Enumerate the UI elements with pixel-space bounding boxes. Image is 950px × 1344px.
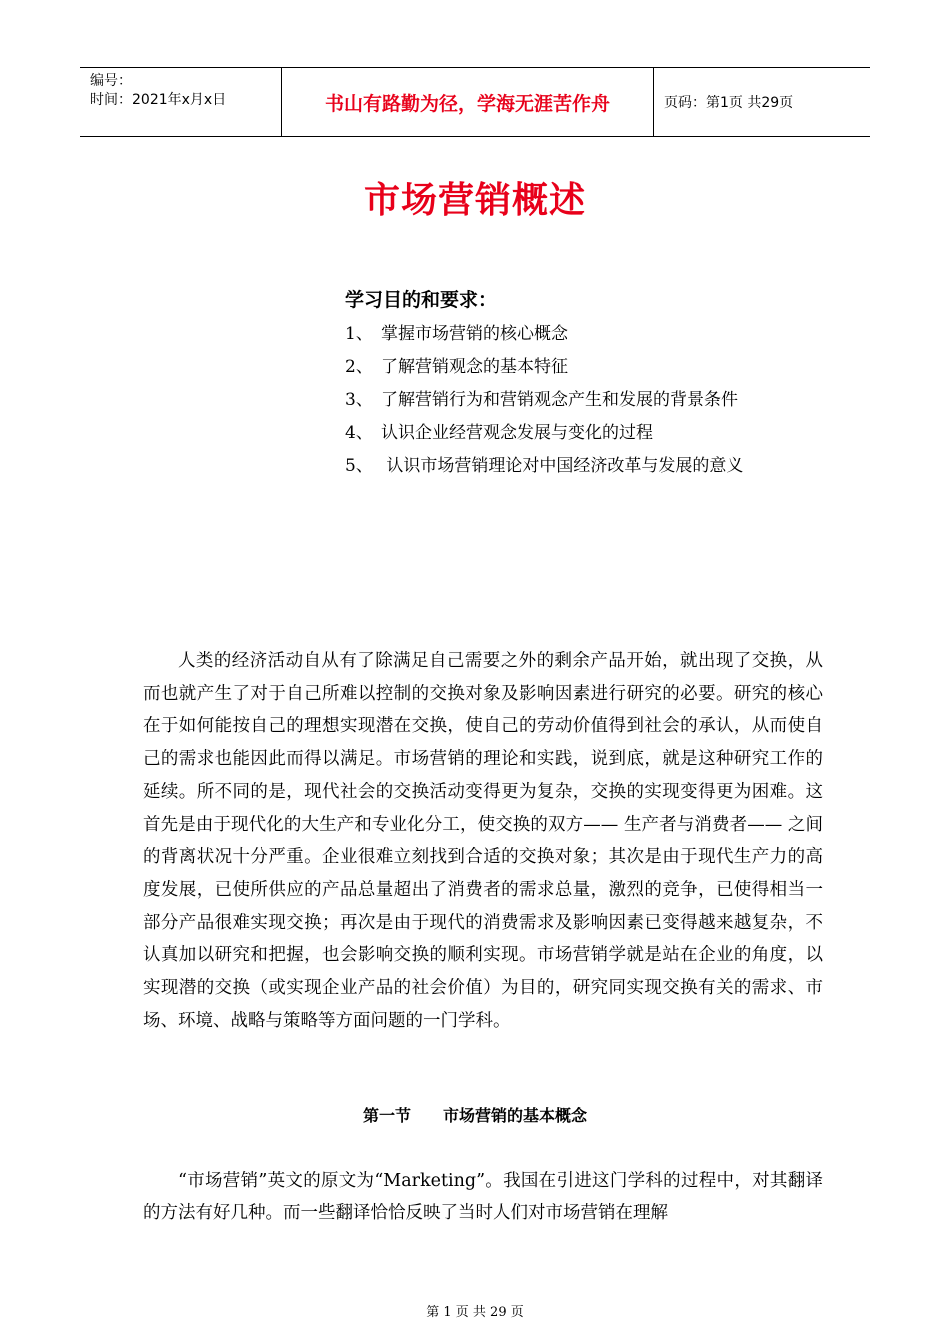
- objectives-heading: 学习目的和要求：: [345, 289, 498, 311]
- section-heading: 第一节 市场营销的基本概念: [362, 1106, 587, 1125]
- list-item-number: 4、: [345, 423, 373, 443]
- list-item: [345, 417, 743, 450]
- header-page-info: 页码：第1页 共29页: [664, 95, 794, 111]
- header-meta: [80, 68, 282, 136]
- intro-paragraph: 人类的经济活动自从有了除满足自己需要之外的剩余产品开始，就出现了交换，从而也就产生了对于自己所难以控制的交换对象及影响因素进行研究的必要。研究的核心在于如何能按自己的理想实现潜在交换，使自己的劳动价值得到社会的承认，从而使自己的需求也能因此而得以满足。市场营销的理论和实践，说到底，就是这种研究工作的延续。所不同的是，现代社会的交换活动变得更为复杂，交换的实现变得更为困难。这首先是由于现代化的大生产和专业化分工，使交换的双方—— 生产者与消费者—— 之间的背离状况十分严重。企业很难立刻找到合适的交换对象；其次是由于现代生产力的高度发展，已使所供应的产品总量超出了消费者的需求总量，激烈的竞争，已使得相当一部分产品很难实现交换；再次是由于现代的消费需求及影响因素已变得越来越复杂，不认真加以研究和把握，也会影响交换的顺利实现。市场营销学就是站在企业的角度，以实现潜的交换（或实现企业产品的社会价值）为目的，研究同实现交换有关的需求、市场、环境、战略与策略等方面问题的一门学科。: [143, 651, 823, 1031]
- list-item: [345, 384, 743, 417]
- objectives-list: [345, 318, 743, 483]
- list-item-text: 了解营销观念的基本特征: [381, 357, 568, 377]
- header-motto: 书山有路勤为径，学海无涯苦作舟: [282, 68, 654, 136]
- list-item-text: 认识市场营销理论对中国经济改革与发展的意义: [381, 456, 744, 476]
- list-item: [345, 318, 743, 351]
- list-item-number: 5、: [345, 456, 373, 476]
- header-table: [80, 67, 870, 137]
- list-item-number: 1、: [345, 324, 373, 344]
- list-item: [345, 351, 743, 384]
- document-title: 市场营销概述: [363, 180, 586, 221]
- list-item-text: 了解营销行为和营销观念产生和发展的背景条件: [381, 390, 738, 410]
- document-date: 时间：2021年x月x日: [90, 92, 227, 108]
- document-number-label: 编号：: [90, 73, 132, 89]
- page-footer: 第 1 页 共 29 页: [426, 1305, 524, 1320]
- list-item-number: 3、: [345, 390, 373, 410]
- section-paragraph: “市场营销”英文的原文为“Marketing”。我国在引进这门学科的过程中，对其翻译的方法有好几种。而一些翻译恰恰反映了当时人们对市场营销在理解: [143, 1171, 823, 1223]
- list-item-text: 掌握市场营销的核心概念: [381, 324, 568, 344]
- list-item: [345, 450, 743, 483]
- list-item-number: 2、: [345, 357, 373, 377]
- list-item-text: 认识企业经营观念发展与变化的过程: [381, 423, 653, 443]
